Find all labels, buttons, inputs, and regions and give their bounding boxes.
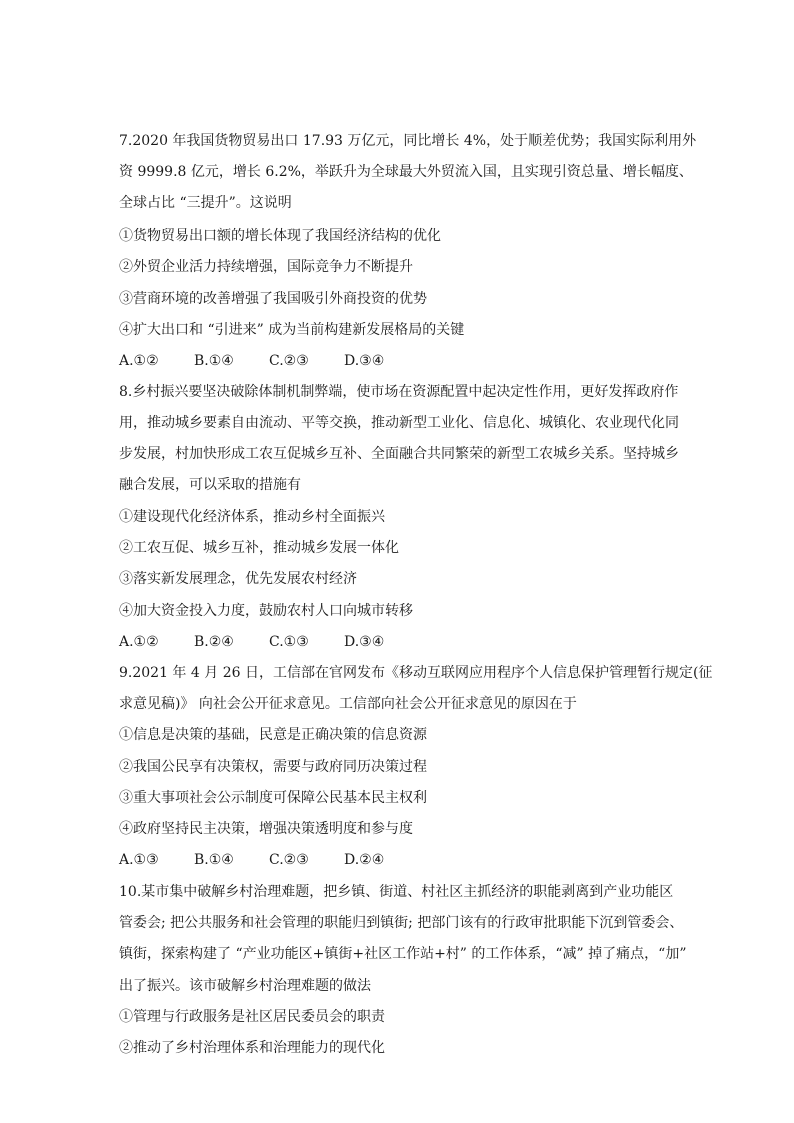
question-10-statement: ②推动了乡村治理体系和治理能力的现代化	[119, 1040, 385, 1056]
question-7-statement: ④扩大出口和 “引进来” 成为当前构建新发展格局的关键	[119, 322, 465, 338]
answer-option[interactable]: B.①④	[194, 852, 234, 868]
question-8-statement: ④加大资金投入力度，鼓励农村人口向城市转移	[119, 603, 413, 619]
answer-option[interactable]: C.②③	[269, 353, 309, 369]
question-9-stem-line: 9.2021 年 4 月 26 日，工信部在官网发布《移动互联网应用程序个人信息保护管理暂行规定(征	[119, 665, 713, 681]
question-7-statement: ③营商环境的改善增强了我国吸引外商投资的优势	[119, 291, 427, 307]
question-7-statement: ①货物贸易出口额的增长体现了我国经济结构的优化	[119, 228, 441, 244]
question-9-options	[119, 851, 419, 869]
question-8-stem-line: 8.乡村振兴要坚决破除体制机制弊端，使市场在资源配置中起决定性作用，更好发挥政府作	[119, 384, 679, 400]
question-9-stem-line: 求意见稿)》 向社会公开征求意见。工信部向社会公开征求意见的原因在于	[119, 696, 577, 712]
question-8-statement: ②工农互促、城乡互补，推动城乡发展一体化	[119, 540, 399, 556]
answer-option[interactable]: D.②④	[344, 852, 385, 868]
question-8-statement: ①建设现代化经济体系，推动乡村全面振兴	[119, 509, 385, 525]
question-10-stem-line: 管委会; 把公共服务和社会管理的职能归到镇街; 把部门该有的行政审批职能下沉到管委会、	[119, 915, 684, 931]
question-7-stem-line: 全球占比 “三提升”。这说明	[119, 195, 292, 211]
answer-option[interactable]: D.③④	[344, 634, 385, 650]
question-8-stem-line: 步发展，村加快形成工农互促城乡互补、全面融合共同繁荣的新型工农城乡关系。坚持城乡	[119, 446, 679, 462]
question-8-options	[119, 633, 419, 651]
question-10-stem-line: 出了振兴。该市破解乡村治理难题的做法	[119, 978, 371, 994]
answer-option[interactable]: D.③④	[344, 353, 385, 369]
question-9-statement: ②我国公民享有决策权，需要与政府同历决策过程	[119, 759, 427, 775]
answer-option[interactable]: C.①③	[269, 634, 309, 650]
question-10-statement: ①管理与行政服务是社区居民委员会的职责	[119, 1009, 385, 1025]
answer-option[interactable]: B.①④	[194, 353, 234, 369]
question-8-stem-line: 用，推动城乡要素自由流动、平等交换，推动新型工业化、信息化、城镇化、农业现代化同	[119, 415, 679, 431]
answer-option[interactable]: C.②③	[269, 852, 309, 868]
question-7-stem-line: 资 9999.8 亿元，增长 6.2%，举跃升为全球最大外贸流入国，且实现引资总量、增长幅度、	[119, 164, 693, 180]
answer-option[interactable]: A.①③	[119, 852, 159, 868]
question-9-statement: ③重大事项社会公示制度可保障公民基本民主权利	[119, 790, 427, 806]
question-7-options	[119, 352, 419, 370]
question-7-stem-line: 7.2020 年我国货物贸易出口 17.93 万亿元，同比增长 4%，处于顺差优势；我国实际利用外	[119, 133, 697, 149]
question-10-stem-line: 10.某市集中破解乡村治理难题，把乡镇、街道、村社区主抓经济的职能剥离到产业功能区	[119, 884, 674, 900]
question-9-statement: ④政府坚持民主决策，增强决策透明度和参与度	[119, 821, 413, 837]
question-7-statement: ②外贸企业活力持续增强，国际竞争力不断提升	[119, 259, 413, 275]
question-8-stem-line: 融合发展，可以采取的措施有	[119, 477, 301, 493]
answer-option[interactable]: A.①②	[119, 353, 159, 369]
answer-option[interactable]: A.①②	[119, 634, 159, 650]
answer-option[interactable]: B.②④	[194, 634, 234, 650]
question-10-stem-line: 镇街，探索构建了 “产业功能区+镇街+社区工作站+村” 的工作体系，“减” 掉了痛点，“加”	[119, 946, 687, 962]
question-8-statement: ③落实新发展理念，优先发展农村经济	[119, 571, 357, 587]
question-9-statement: ①信息是决策的基础，民意是正确决策的信息资源	[119, 727, 427, 743]
